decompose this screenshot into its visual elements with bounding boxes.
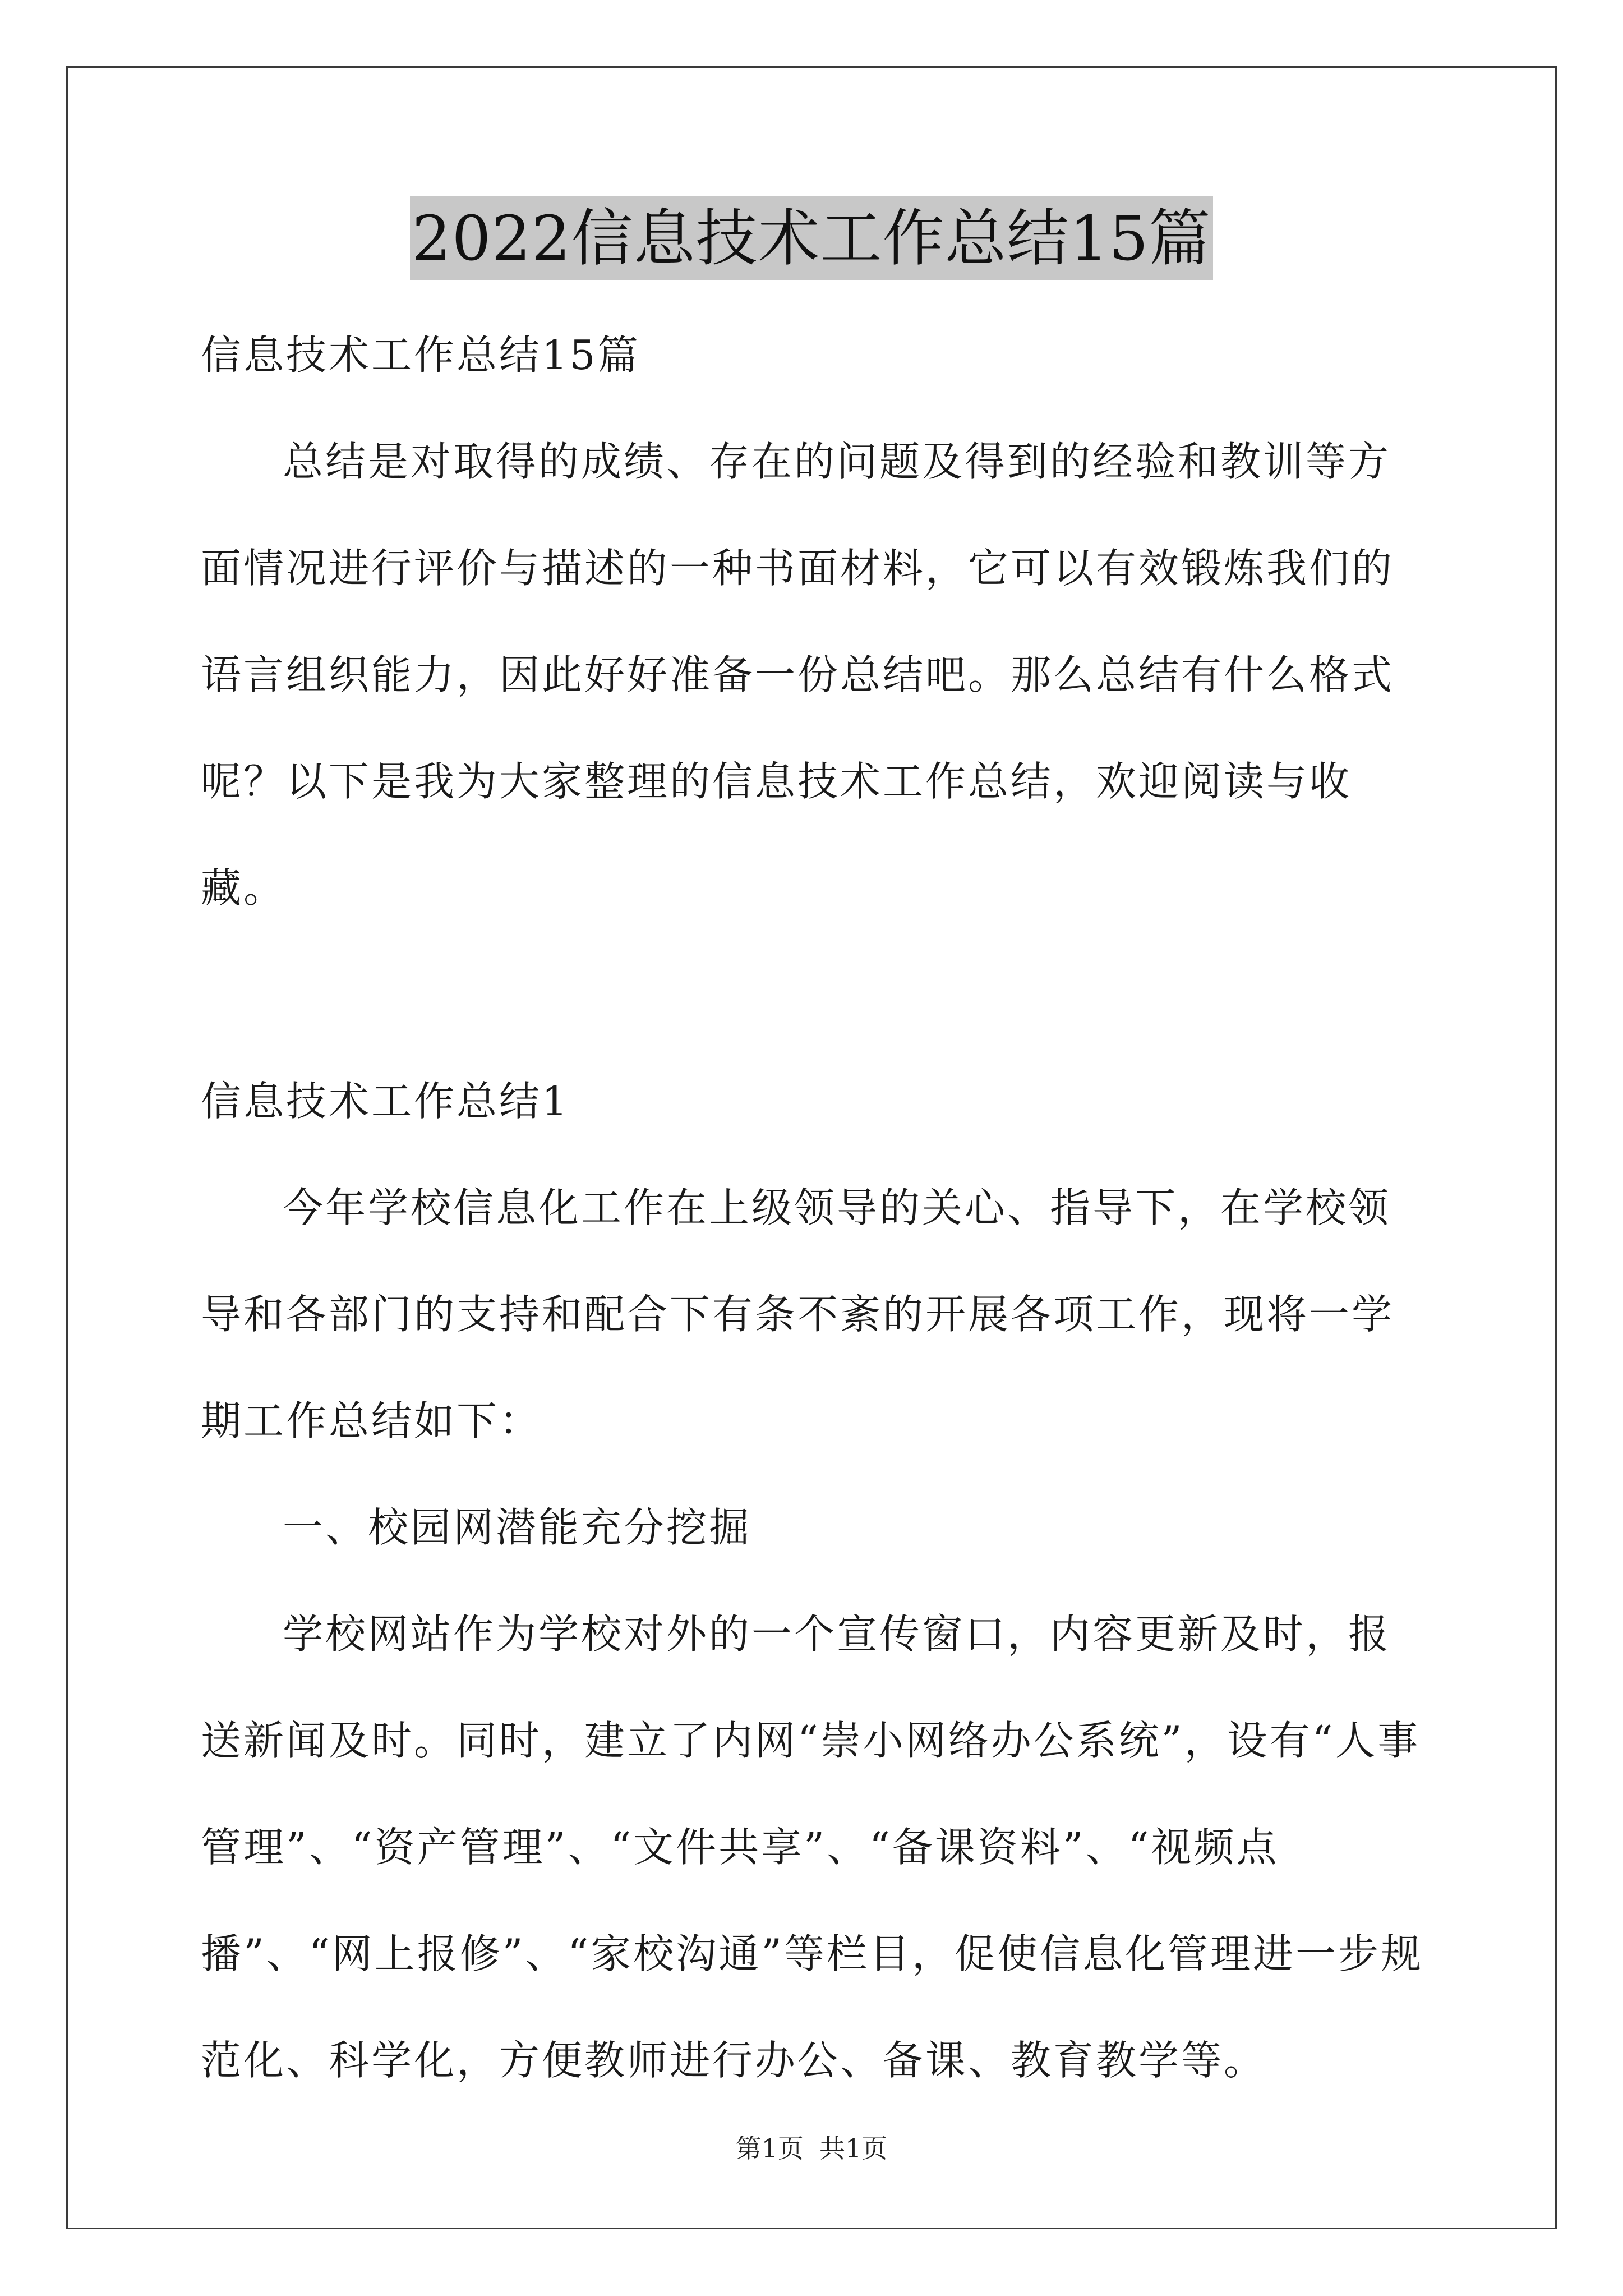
intro-paragraph: 总结是对取得的成绩、存在的问题及得到的经验和教训等方面情况进行评价与描述的一种书面材料，它可以有效锻炼我们的语言组织能力，因此好好准备一份总结吧。那么总结有什么格式呢？以下是我为大家整理的信息技术工作总结，欢迎阅读与收藏。 <box>201 438 1395 912</box>
page-footer <box>0 2132 1623 2165</box>
subsection-heading: 一、校园网潜能充分挖掘 <box>283 1504 752 1551</box>
page-number: 第1页 <box>735 2133 804 2164</box>
section-heading: 信息技术工作总结1 <box>201 1078 570 1125</box>
title-container <box>0 196 1623 280</box>
body-paragraph: 今年学校信息化工作在上级领导的关心、指导下，在学校领导和各部门的支持和配合下有条不紊的开展各项工作，现将一学期工作总结如下： <box>201 1184 1395 1444</box>
document-body <box>201 302 1429 2114</box>
subtitle-paragraph: 信息技术工作总结15篇 <box>201 332 640 379</box>
document-title: 2022信息技术工作总结15篇 <box>410 196 1214 280</box>
body-paragraph: 学校网站作为学校对外的一个宣传窗口，内容更新及时，报送新闻及时。同时，建立了内网“崇小网络办公系统”，设有“人事管理”、“资产管理”、“文件共享”、“备课资料”、“视频点播”、“网上报修”、“家校沟通”等栏目，促使信息化管理进一步规范化、科学化，方便教师进行办公、备课、教育教学等。 <box>201 1611 1424 2084</box>
page-total: 共1页 <box>819 2133 888 2164</box>
